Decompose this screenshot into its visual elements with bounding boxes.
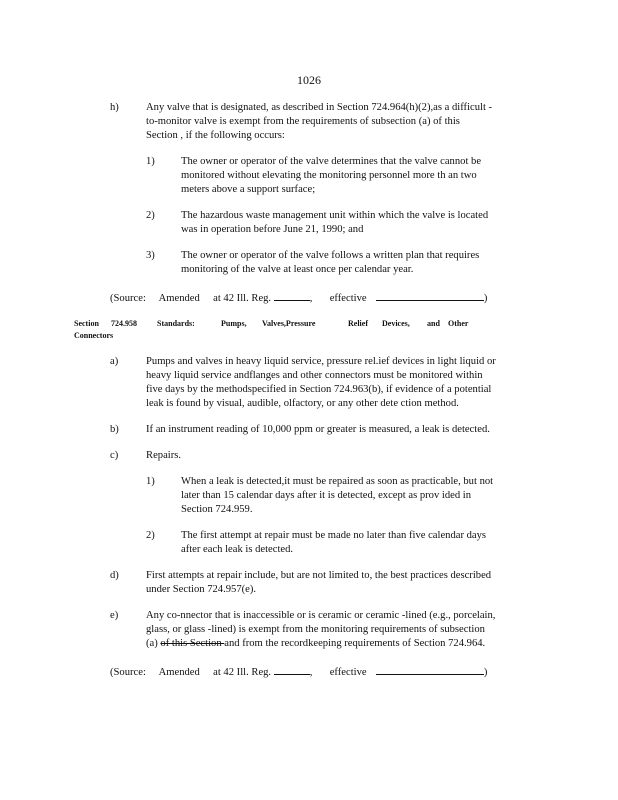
item-h2-marker: 2): [146, 210, 155, 221]
source-note-2: (Source: Amended at 42 Ill. Reg. , effective ): [110, 663, 487, 680]
source-reg: at 42 Ill. Reg.: [213, 667, 272, 678]
section-title-word: Devices,: [382, 319, 410, 328]
item-c1-line2: later than 15 calendar days after it is detected, except as prov ided in: [181, 490, 472, 501]
item-h2-line1: The hazardous waste management unit within which the valve is located: [181, 210, 489, 221]
source-open: (Source:: [110, 667, 146, 678]
item-a-line3: five days by the methodspecified in Section 724.963(b), if evidence of a potential: [146, 384, 492, 395]
item-b-text: If an instrument reading of 10,000 ppm or greater is measured, a leak is detected.: [146, 424, 490, 435]
item-e-line2: glass, or glass -lined) is exempt from the monitoring requirements of subsection: [146, 624, 485, 635]
item-e-line1: Any co-nnector that is inaccessible or is ceramic or ceramic -lined (e.g., porcelain,: [146, 610, 496, 621]
source-amended: Amended: [158, 293, 200, 304]
item-h3-line2: monitoring of the valve at least once per calendar year.: [181, 264, 414, 275]
source-effective: effective: [329, 667, 367, 678]
section-label: Section: [74, 319, 99, 328]
item-a-line2: heavy liquid service andflanges and other connectors must be monitored within: [146, 370, 483, 381]
item-a-line4: leak is found by visual, audible, olfactory, or any other dete ction method.: [146, 398, 459, 409]
item-a-marker: a): [110, 356, 119, 367]
item-c-marker: c): [110, 450, 119, 461]
item-h-line1: Any valve that is designated, as described in Section 724.964(h)(2),as a difficult -: [146, 102, 493, 113]
item-b-marker: b): [110, 424, 119, 435]
section-title-line2: Connectors: [74, 331, 114, 340]
section-title-word: Pumps,: [221, 319, 247, 328]
item-d-line2: under Section 724.957(e).: [146, 584, 257, 595]
section-title-word: Relief: [348, 319, 368, 328]
item-c2-marker: 2): [146, 530, 155, 541]
item-c1-marker: 1): [146, 476, 155, 487]
effective-blank: [376, 289, 484, 301]
item-c2-line2: after each leak is detected.: [181, 544, 294, 555]
section-title-word: Standards:: [157, 319, 195, 328]
item-e-line3: (a) of this Section and from the recordkeeping requirements of Section 724.964.: [146, 638, 486, 649]
source-effective: effective: [329, 293, 367, 304]
item-d-marker: d): [110, 570, 119, 581]
item-e-marker: e): [110, 610, 119, 621]
section-number: 724.958: [111, 319, 137, 328]
section-title-word: Valves,Pressure: [262, 319, 316, 328]
item-h-line3: Section , if the following occurs:: [146, 130, 285, 141]
source-open: (Source:: [110, 293, 146, 304]
page-number: 1026: [297, 73, 321, 87]
section-title-word: and: [427, 319, 440, 328]
item-c1-line3: Section 724.959.: [181, 504, 253, 515]
item-h1-line2: monitored without elevating the monitoring personnel more th an two: [181, 170, 477, 181]
effective-blank: [376, 663, 484, 675]
item-c1-line1: When a leak is detected,it must be repaired as soon as practicable, but not: [181, 476, 494, 487]
item-h1-line3: meters above a support surface;: [181, 184, 316, 195]
source-reg: at 42 Ill. Reg.: [213, 293, 272, 304]
item-h1-marker: 1): [146, 156, 155, 167]
struck-text: of this Section: [160, 638, 225, 649]
item-h-line2: to-monitor valve is exempt from the requirements of subsection (a) of this: [146, 116, 460, 127]
item-c2-line1: The first attempt at repair must be made no later than five calendar days: [181, 530, 487, 541]
item-h3-marker: 3): [146, 250, 155, 261]
item-h2-line2: was in operation before June 21, 1990; and: [181, 224, 364, 235]
section-title-word: Other: [448, 319, 469, 328]
source-note-1: (Source: Amended at 42 Ill. Reg. , effective ): [110, 289, 487, 306]
item-c-text: Repairs.: [146, 450, 182, 461]
item-h3-line1: The owner or operator of the valve follows a written plan that requires: [181, 250, 480, 261]
item-d-line1: First attempts at repair include, but are not limited to, the best practices described: [146, 570, 492, 581]
item-h-marker: h): [110, 102, 119, 113]
reg-blank: [274, 663, 310, 675]
source-amended: Amended: [158, 667, 200, 678]
item-h1-line1: The owner or operator of the valve determines that the valve cannot be: [181, 156, 482, 167]
reg-blank: [274, 289, 310, 301]
item-a-line1: Pumps and valves in heavy liquid service, pressure rel.ief devices in light liquid or: [146, 356, 496, 367]
